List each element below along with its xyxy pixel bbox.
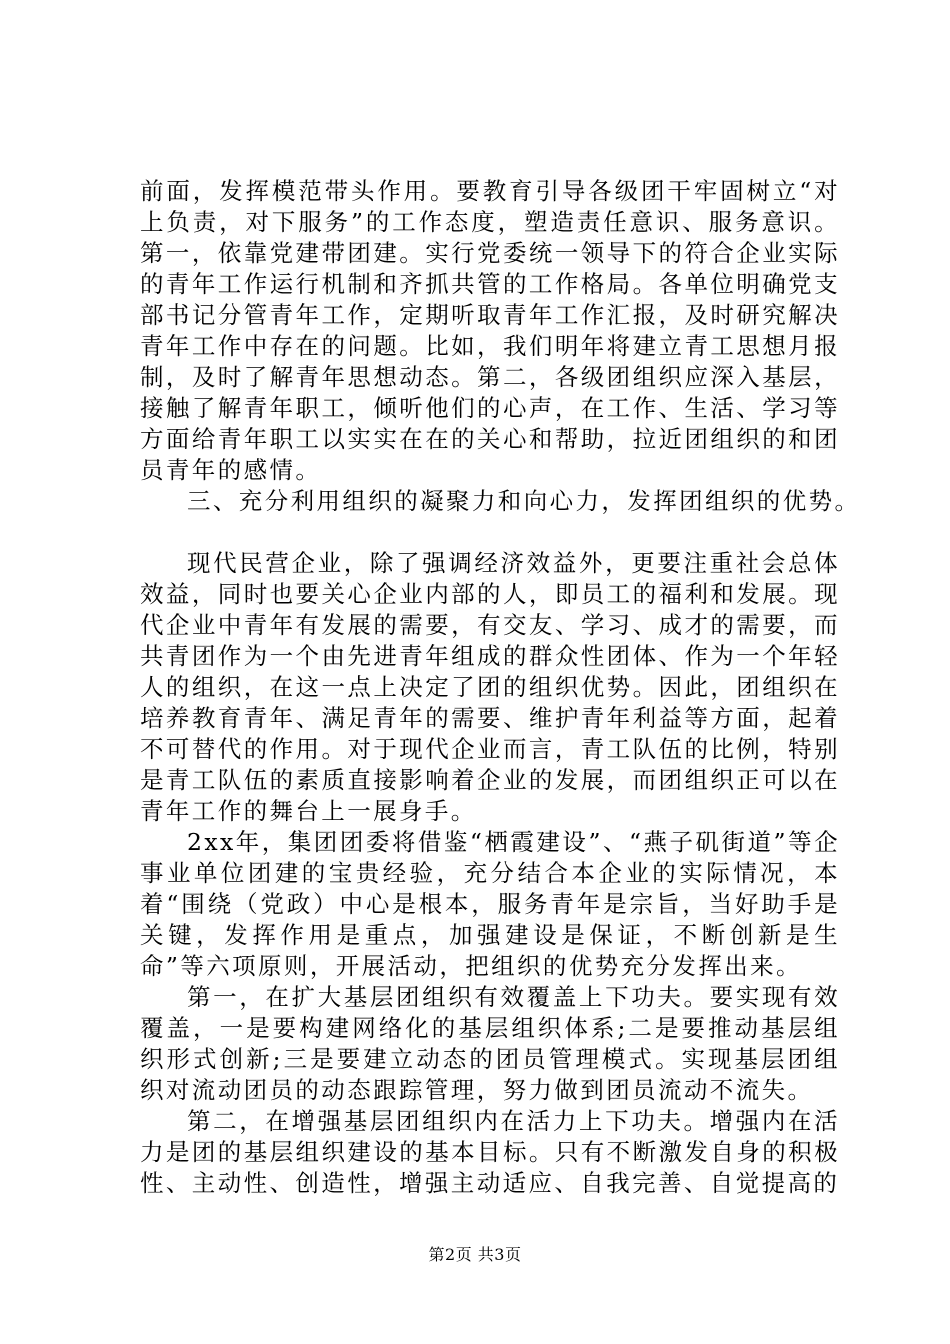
- paragraph-gap: [140, 517, 840, 548]
- section-heading: 三、充分利用组织的凝聚力和向心力，发挥团组织的优势。: [187, 487, 861, 515]
- paragraph: 现代民营企业，除了强调经济效益外，更要注重社会总体效益，同时也要关心企业内部的人，即员工的福利和发展。现代企业中青年有发展的需要，有交友、学习、成才的需要，而共青团作为一个由先进青年组成的群众性团体、作为一个年轻人的组织，在这一点上决定了团的组织优势。因此，团组织在培养教育青年、满足青年的需要、维护青年利益等方面，起着不可替代的作用。对于现代企业而言，青工队伍的比例，特别是青工队伍的素质直接影响着企业的发展，而团组织正可以在青年工作的舞台上一展身手。: [140, 549, 840, 825]
- paragraph: 第一，在扩大基层团组织有效覆盖上下功夫。要实现有效覆盖，一是要构建网络化的基层组织体系;二是要推动基层组织形式创新;三是要建立动态的团员管理模式。实现基层团组织对流动团员的动态跟踪管理，努力做到团员流动不流失。: [140, 983, 840, 1104]
- document-body: [140, 176, 861, 1199]
- paragraph: 2xx年，集团团委将借鉴“栖霞建设”、“燕子矶街道”等企事业单位团建的宝贵经验，充分结合本企业的实际情况，本着“围绕（党政）中心是根本，服务青年是宗旨，当好助手是关键，发挥作用是重点，加强建设是保证，不断创新是生命”等六项原则，开展活动，把组织的优势充分发挥出来。: [140, 828, 840, 980]
- paragraph-continuation: 前面，发挥模范带头作用。要教育引导各级团干牢固树立“对上负责，对下服务”的工作态度，塑造责任意识、服务意识。第一，依靠党建带团建。实行党委统一领导下的符合企业实际的青年工作运行机制和齐抓共管的工作格局。各单位明确党支部书记分管青年工作，定期听取青年工作汇报，及时研究解决青年工作中存在的问题。比如，我们明年将建立青工思想月报制，及时了解青年思想动态。第二，各级团组织应深入基层，接触了解青年职工，倾听他们的心声，在工作、生活、学习等方面给青年职工以实实在在的关心和帮助，拉近团组织的和团员青年的感情。: [140, 177, 840, 484]
- paragraph: 第二，在增强基层团组织内在活力上下功夫。增强内在活力是团的基层组织建设的基本目标。只有不断激发自身的积极性、主动性、创造性，增强主动适应、自我完善、自觉提高的: [140, 1107, 840, 1197]
- page-footer: 第2页 共3页: [428, 1245, 522, 1264]
